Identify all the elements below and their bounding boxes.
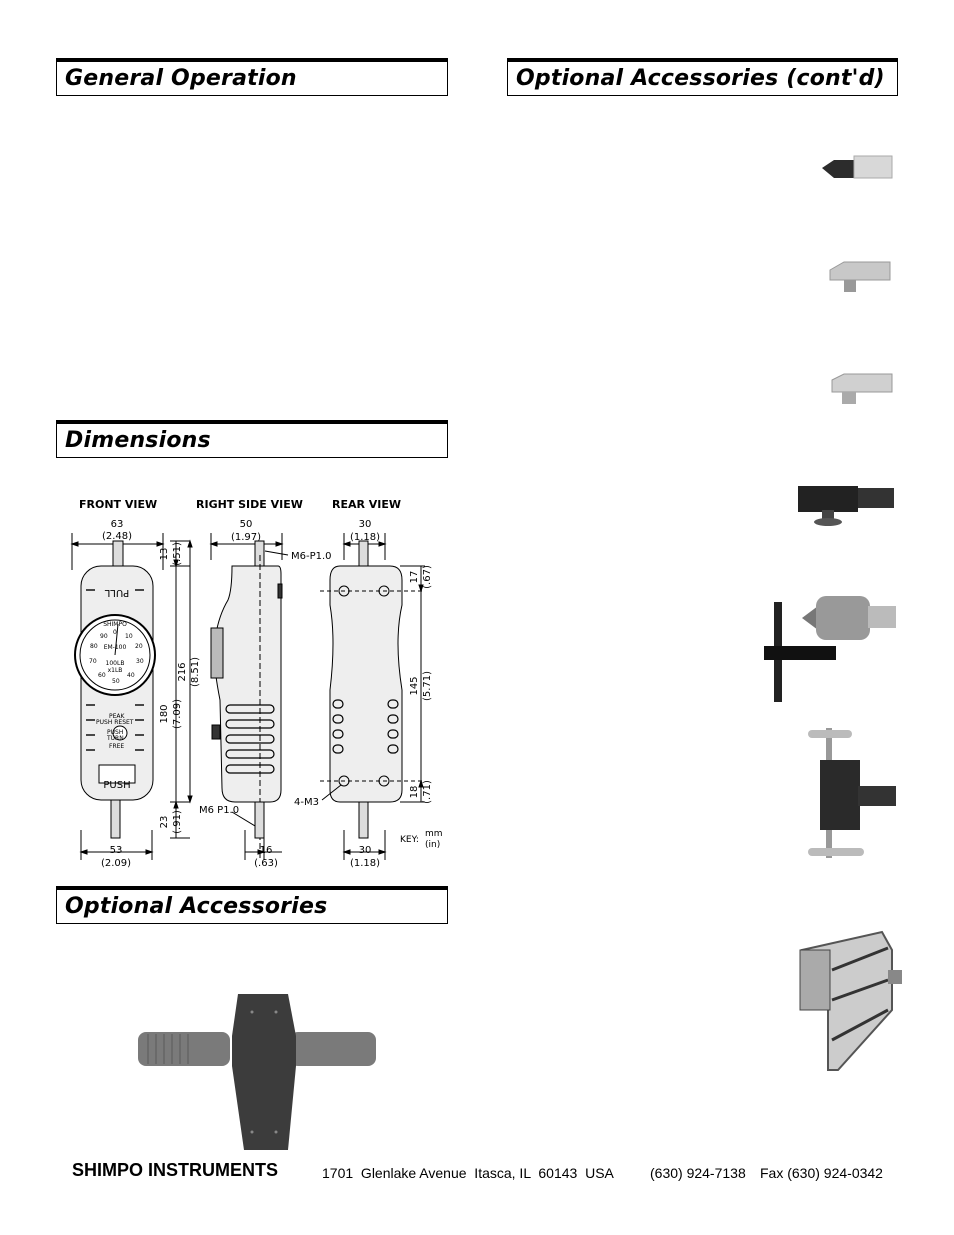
dim-145-mm: 145 — [409, 676, 420, 696]
dim-13-mm: 13 — [159, 547, 170, 561]
dial-tick-30: 30 — [136, 658, 144, 665]
key-label: KEY: — [400, 835, 419, 845]
footer-address: 1701 Glenlake Avenue Itasca, IL 60143 USA — [322, 1165, 614, 1181]
side-bottom-in: (.63) — [254, 858, 278, 869]
dial-tick-70: 70 — [89, 658, 97, 665]
footer-phone: (630) 924-7138 — [650, 1165, 746, 1181]
optional-accessories-contd-heading: Optional Accessories (cont'd) — [507, 58, 898, 96]
front-bottom-mm: 53 — [109, 845, 123, 856]
key-mm: mm — [425, 829, 443, 839]
dim-216-in: (8.51) — [190, 656, 201, 688]
dial-tick-20: 20 — [135, 643, 143, 650]
drill-chuck-image — [760, 590, 900, 705]
dim-180-mm: 180 — [159, 704, 170, 724]
dimensions-heading: Dimensions — [56, 420, 448, 458]
rear-top-in: (1.18) — [349, 532, 381, 543]
free-label: FREE — [109, 743, 125, 750]
dim-216-mm: 216 — [177, 662, 188, 682]
dial-model: EM-100 — [103, 644, 127, 651]
side-top-mm: 50 — [239, 519, 253, 530]
footer-brand: SHIMPO INSTRUMENTS — [72, 1160, 279, 1180]
wedge-grip-image — [794, 472, 898, 528]
front-pull-label: PULL — [104, 587, 130, 598]
dim-23-in: (.91) — [172, 810, 183, 834]
optional-accessories-heading: Optional Accessories — [56, 886, 448, 924]
front-top-in: (2.48) — [101, 531, 133, 542]
dim-17-mm: 17 — [409, 570, 420, 584]
dial-scale: x1LB — [107, 667, 123, 674]
screws-label: 4-M3 — [294, 797, 319, 808]
dim-18-mm: 18 — [409, 785, 420, 799]
dim-145-in: (5.71) — [422, 670, 433, 702]
t-handle-accessory-image — [130, 990, 390, 1155]
right-side-view-label: RIGHT SIDE VIEW — [196, 498, 303, 511]
dim-23-mm: 23 — [159, 815, 170, 829]
dial-tick-80: 80 — [90, 643, 98, 650]
vise-grip-image — [798, 724, 900, 864]
dial-tick-60: 60 — [98, 672, 106, 679]
front-bottom-in: (2.09) — [100, 858, 132, 869]
chisel-attachment-image — [826, 256, 896, 296]
side-bottom-mm: 16 — [259, 845, 273, 856]
thread-top-label: M6-P1.0 — [291, 551, 332, 562]
rear-top-mm: 30 — [358, 519, 372, 530]
rear-bottom-mm: 30 — [358, 845, 372, 856]
side-top-in: (1.97) — [230, 532, 262, 543]
dial-range: 100LB — [105, 660, 125, 667]
dim-17-in: (.67) — [422, 565, 433, 589]
rear-bottom-in: (1.18) — [349, 858, 381, 869]
dial-tick-90: 90 — [100, 633, 108, 640]
dial-brand: SHIMPO — [103, 621, 127, 628]
front-push-label: PUSH — [103, 780, 131, 791]
thread-bottom-label: M6 P1.0 — [199, 805, 240, 816]
dial-tick-50: 50 — [112, 678, 120, 685]
general-operation-heading: General Operation — [56, 58, 448, 96]
push-reset-label: PUSH RESET — [96, 719, 134, 726]
dial-tick-40: 40 — [127, 672, 135, 679]
cone-tip-attachment-image — [820, 152, 896, 186]
fixture-jig-image — [792, 930, 904, 1075]
front-top-mm: 63 — [110, 519, 124, 530]
front-view-label: FRONT VIEW — [79, 498, 158, 511]
dial-tick-0: 0 — [113, 629, 117, 636]
peak-label: PEAK — [109, 713, 125, 720]
footer-fax: Fax (630) 924-0342 — [760, 1165, 883, 1181]
rear-view-label: REAR VIEW — [332, 498, 402, 511]
dim-13-in: (.51) — [172, 542, 183, 566]
turn-label: TURN — [107, 735, 124, 742]
push-turn-label: PUSH — [107, 729, 124, 736]
dim-180-in: (7.09) — [172, 698, 183, 730]
dim-18-in: (.71) — [422, 780, 433, 804]
dial-tick-10: 10 — [125, 633, 133, 640]
key-in: (in) — [425, 840, 441, 850]
notch-attachment-image — [828, 368, 896, 408]
